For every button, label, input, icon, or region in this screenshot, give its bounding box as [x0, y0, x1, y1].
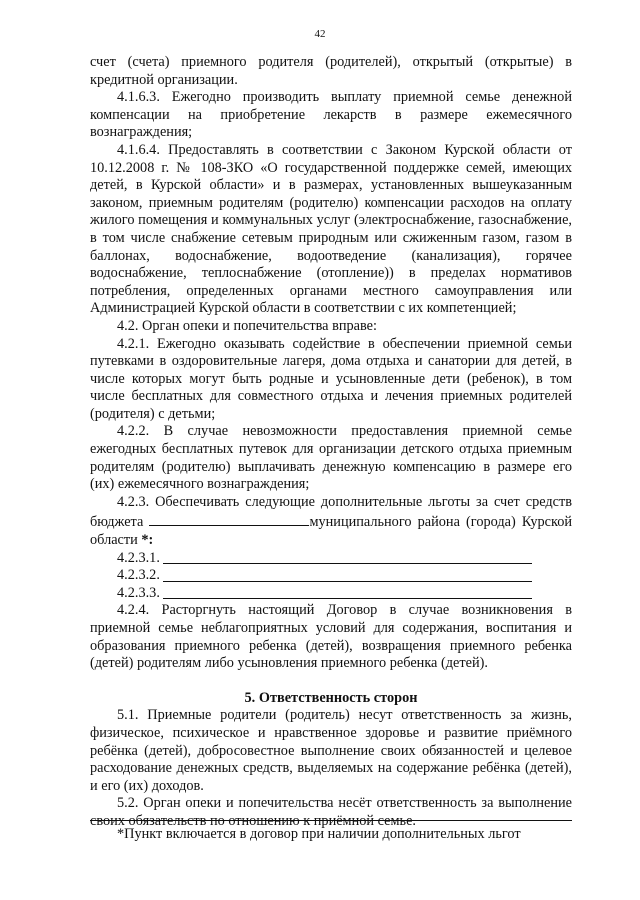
paragraph-5-1: 5.1. Приемные родители (родитель) несут ответственность за жизнь, физическое, психическое и нравственное здоровье и развитие приёмного ребёнка (детей), добросовестное выполнение своих обязанностей и целевое расходование денежных средств, выделяемых на содержание ребёнка (детей), и его (их) доходов. [90, 707, 572, 794]
item-blank[interactable] [163, 581, 532, 582]
paragraph-4-2-3 [90, 494, 572, 550]
paragraph-4-2-3-start: 4.2.3. Обеспечивать следующие дополнительные льготы за счет средств бюджета [90, 493, 572, 531]
paragraph-4-2: 4.2. Орган опеки и попечительства вправе: [117, 317, 377, 334]
item-blank[interactable] [163, 598, 532, 599]
item-4-2-3-3 [90, 585, 572, 603]
paragraph-4-2-4: 4.2.4. Расторгнуть настоящий Договор в случае возникновения в приемной семье неблагоприятных условий для содержания, воспитания и образования приемного ребенка (детей), возвращения приемного ребенка (детей) родителям либо усыновления приемного ребенка (детей). [90, 602, 572, 672]
footnote-divider [90, 820, 572, 821]
paragraph-4-1-6-3: 4.1.6.3. Ежегодно производить выплату приемной семье денежной компенсации на приобретение лекарств в размере ежемесячного вознаграждения; [90, 89, 572, 141]
paragraph-4-1-6-4: 4.1.6.4. Предоставлять в соответствии с Законом Курской области от 10.12.2008 г. № 108-ЗКО «О государственной поддержке семей, имеющих детей, в Курской области» и в размерах, установленных вышеуказанным законом, приемным родителям (родителю) компенсации расходов на оплату жилого помещения и коммунальных услуг (электроснабжение, газоснабжение, в том числе снабжение сетевым природным или сжиженным газом, газом в баллонах, водоснабжение, водоотведение (канализация), горячее водоснабжение, теплоснабжение (отопление)) в пределах нормативов потребления, определенных органами местного самоуправления или Администрацией Курской области в соответствии с их компетенцией; [90, 141, 572, 317]
item-4-2-3-2 [90, 567, 572, 585]
page-number: 42 [314, 28, 326, 40]
paragraph-4-2-1: 4.2.1. Ежегодно оказывать содействие в обеспечении приемной семьи путевками в оздоровительные лагеря, дома отдыха и санатории для детей, в числе которых могут быть родные и усыновленные дети (ребенок), в том числе бесплатных для совместного отдыха и лечения приемных родителей (родителя) с детьми; [90, 335, 572, 422]
footnote-mark: *: [141, 532, 154, 549]
document-body [90, 54, 572, 831]
paragraph-5-2: 5.2. Орган опеки и попечительства несёт ответственность за выполнение своих обязательств по отношению к приёмной семье. [90, 795, 572, 829]
paragraph-continuation: счет (счета) приемного родителя (родителей), открытый (открытые) в кредитной организации. [90, 54, 572, 88]
item-blank[interactable] [163, 563, 532, 564]
item-label: 4.2.3.1. [117, 549, 160, 566]
paragraph-4-2-3-mid: муниципального района (города) Курской области [90, 514, 572, 549]
section-heading: 5. Ответственность сторон [244, 689, 418, 706]
item-4-2-3-1 [90, 550, 572, 568]
item-label: 4.2.3.2. [117, 567, 160, 584]
item-label: 4.2.3.3. [117, 584, 160, 601]
paragraph-4-2-2: 4.2.2. В случае невозможности предоставления приемной семье ежегодных бесплатных путевок для организации детского отдыха приемным родителям (родителю) выплачивать денежную компенсацию в размере его (их) ежемесячного вознаграждения; [90, 423, 572, 493]
footnote: *Пункт включается в договор при наличии дополнительных льгот [117, 826, 521, 842]
budget-name-blank[interactable] [149, 511, 309, 526]
